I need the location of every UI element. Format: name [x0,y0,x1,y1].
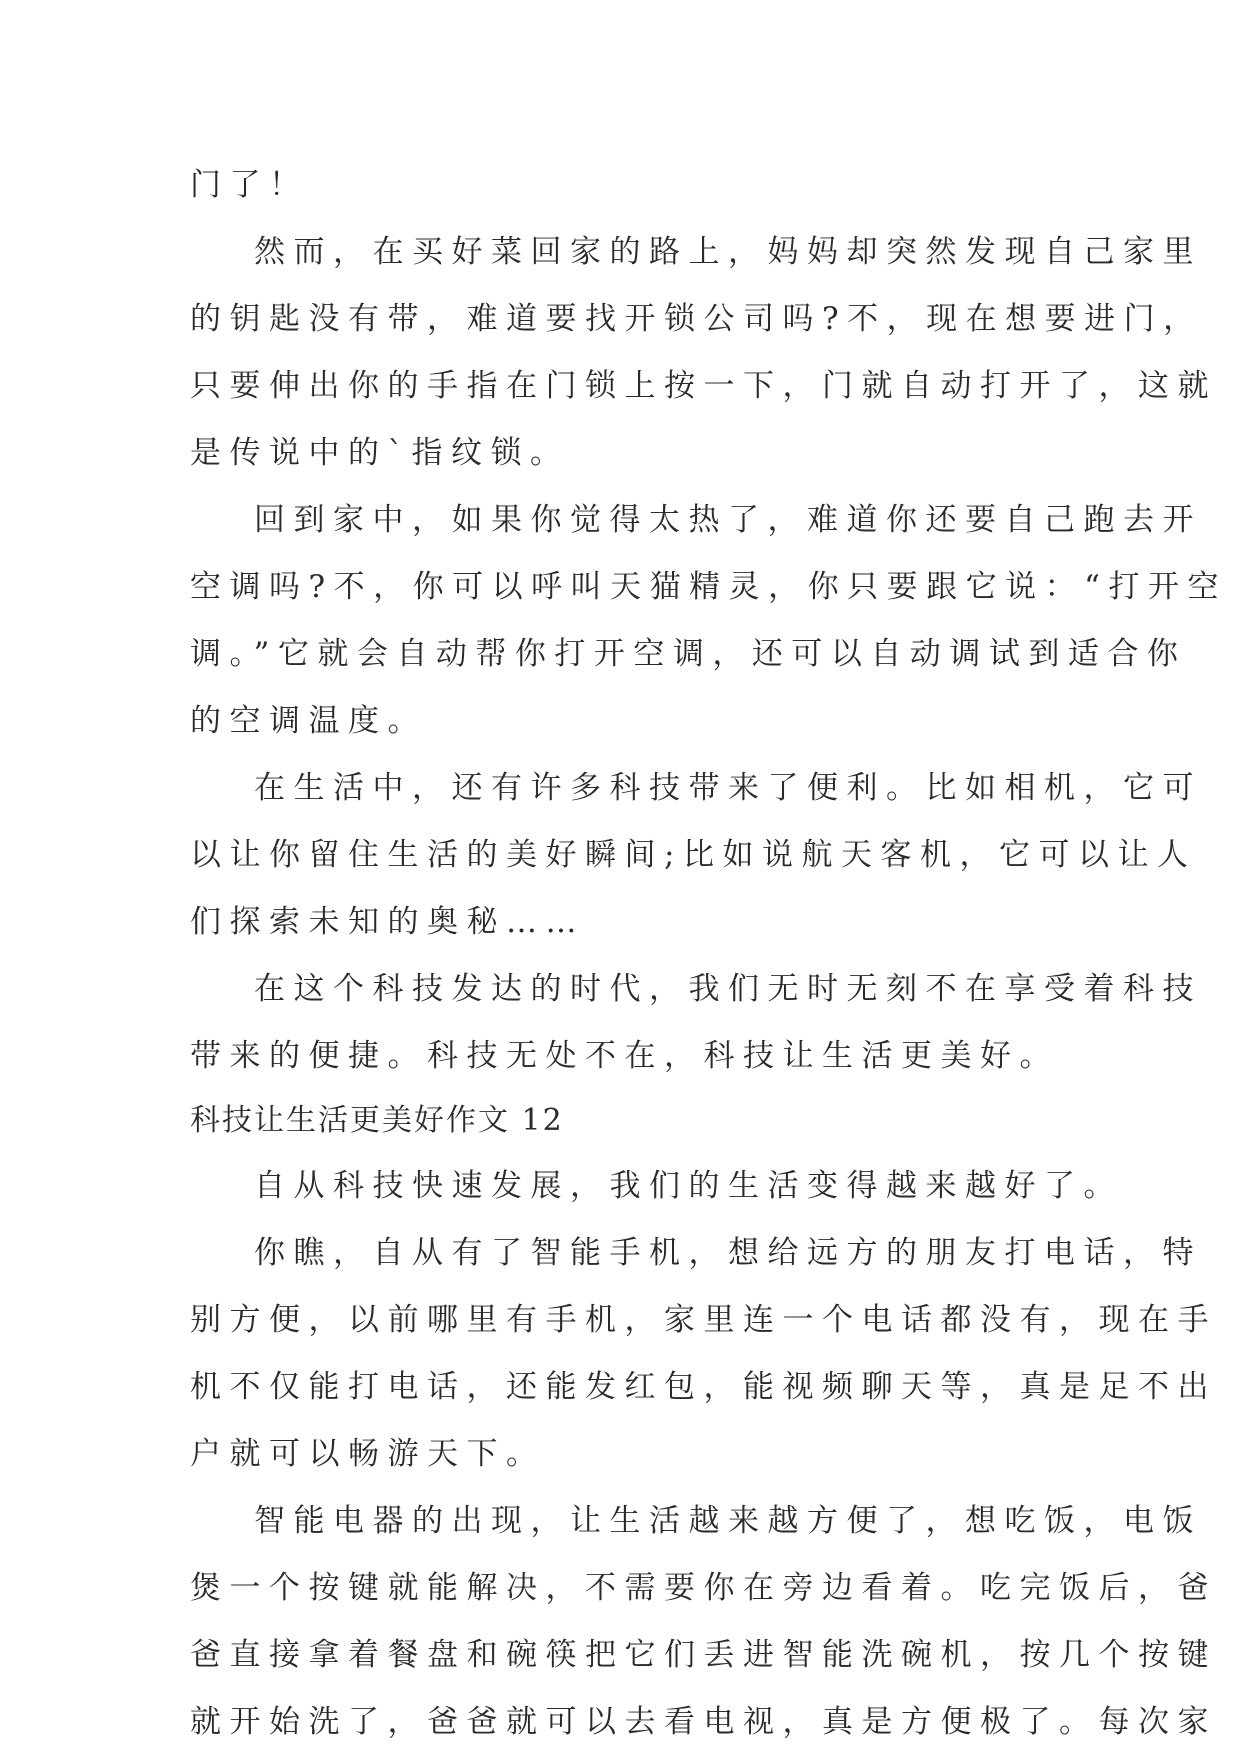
text-line: 带来的便捷。科技无处不在，科技让生活更美好。 [190,1038,1059,1074]
text-line: 户就可以畅游天下。 [190,1436,546,1472]
paragraph-first-line: 自从科技快速发展，我们的生活变得越来越好了。 [254,1168,1123,1204]
paragraph-first-line: 回到家中，如果你觉得太热了，难道你还要自己跑去开 [254,502,1202,538]
paragraph-first-line: 智能电器的出现，让生活越来越方便了，想吃饭，电饭 [254,1503,1202,1539]
text-line: 空调吗?不，你可以呼叫天猫精灵，你只要跟它说：“打开空 [190,569,1227,605]
paragraph-first-line: 然而，在买好菜回家的路上，妈妈却突然发现自己家里 [254,234,1202,270]
text-line: 的空调温度。 [190,703,427,739]
text-line: 煲一个按键就能解决，不需要你在旁边看着。吃完饭后，爸 [190,1570,1217,1606]
paragraph-first-line: 在这个科技发达的时代，我们无时无刻不在享受着科技 [254,971,1202,1007]
text-line: 的钥匙没有带，难道要找开锁公司吗?不，现在想要进门， [190,301,1203,337]
text-line: 门了！ [190,167,309,203]
text-line: 调。”它就会自动帮你打开空调，还可以自动调试到适合你 [190,636,1187,672]
text-line: 是传说中的`指纹锁。 [190,435,570,471]
text-line: 只要伸出你的手指在门锁上按一下，门就自动打开了，这就 [190,368,1217,404]
text-line: 们探索未知的奥秘…… [190,904,585,940]
section-heading: 科技让生活更美好作文 12 [190,1103,564,1138]
text-line: 别方便，以前哪里有手机，家里连一个电话都没有，现在手 [190,1302,1217,1338]
paragraph-first-line: 在生活中，还有许多科技带来了便利。比如相机，它可 [254,770,1202,806]
paragraph-first-line: 你瞧，自从有了智能手机，想给远方的朋友打电话，特 [254,1235,1202,1271]
text-line: 就开始洗了，爸爸就可以去看电视，真是方便极了。每次家 [190,1704,1217,1740]
text-line: 爸直接拿着餐盘和碗筷把它们丢进智能洗碗机，按几个按键 [190,1637,1217,1673]
text-line: 以让你留住生活的美好瞬间;比如说航天客机，它可以让人 [190,837,1197,873]
text-line: 机不仅能打电话，还能发红包，能视频聊天等，真是足不出 [190,1369,1217,1405]
